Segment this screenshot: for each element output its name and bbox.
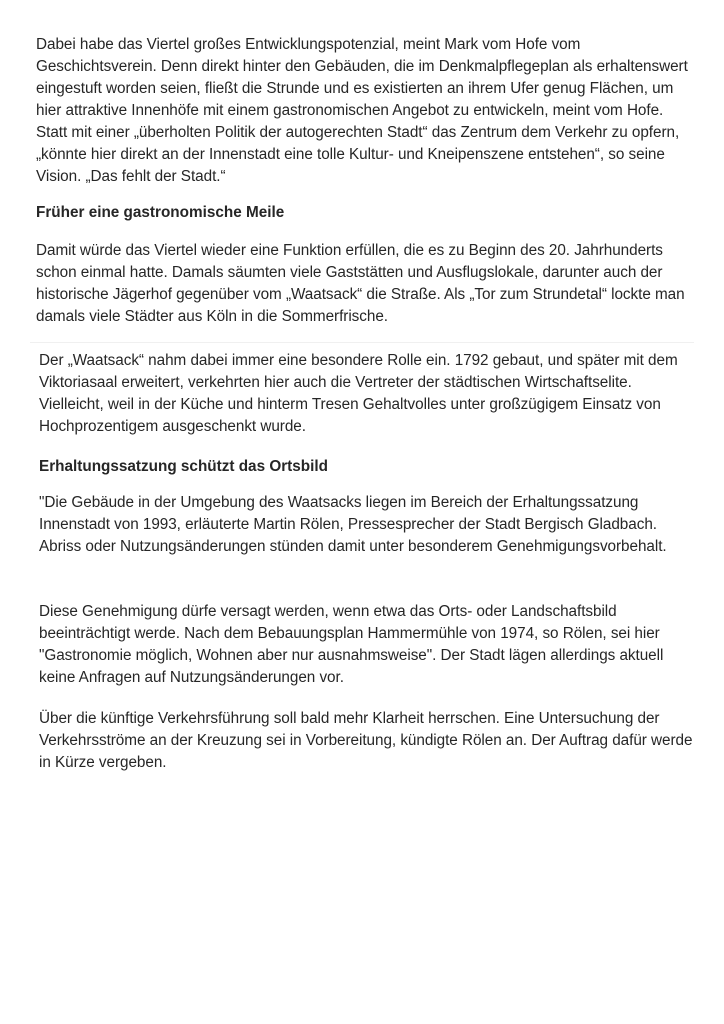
section-heading: Früher eine gastronomische Meile bbox=[36, 204, 285, 221]
paragraph-text: Der „Waatsack“ nahm dabei immer eine besondere Rolle ein. 1792 gebaut, und später mit dem Viktoriasaal erweitert, verkehrten hier auch die Vertreter der städtischen Wirtschaftselite. Vielleicht, weil in der Küche und hinterm Tresen Gehaltvolles unter großzügigem Einsatz von Hochprozentigem ausgeschenkt wurde. bbox=[39, 352, 678, 435]
article-paragraph bbox=[39, 601, 699, 689]
paragraph-text: Über die künftige Verkehrsführung soll bald mehr Klarheit herrschen. Eine Untersuchung der Verkehrsströme an der Kreuzung sei in Vorbereitung, kündigte Rölen an. Der Auftrag dafür werde in Kürze vergeben. bbox=[39, 710, 693, 771]
paragraph-text: Diese Genehmigung dürfe versagt werden, wenn etwa das Orts- oder Landschaftsbild beeinträchtigt werde. Nach dem Bebauungsplan Hammermühle von 1974, so Rölen, sei hier "Gastronomie möglich, Wohnen aber nur ausnahmsweise". Der Stadt lägen allerdings aktuell keine Anfragen auf Nutzungsänderungen vor. bbox=[39, 603, 664, 686]
article-paragraph bbox=[39, 708, 699, 774]
article-paragraph bbox=[39, 492, 699, 558]
divider bbox=[30, 342, 694, 343]
section-heading: Erhaltungssatzung schützt das Ortsbild bbox=[39, 458, 328, 475]
article-paragraph bbox=[39, 350, 699, 438]
paragraph-text: "Die Gebäude in der Umgebung des Waatsacks liegen im Bereich der Erhaltungssatzung Innenstadt von 1993, erläuterte Martin Rölen, Pressesprecher der Stadt Bergisch Gladbach. Abriss oder Nutzungsänderungen stünden damit unter besonderem Genehmigungsvorbehalt. bbox=[39, 494, 667, 555]
paragraph-text: Dabei habe das Viertel großes Entwicklungspotenzial, meint Mark vom Hofe vom Geschichtsverein. Denn direkt hinter den Gebäuden, die im Denkmalpflegeplan als erhaltenswert eingestuft worden seien, fließt die Strunde und es existierten an ihrem Ufer genug Flächen, um hier attraktive Innenhöfe mit einem gastronomischen Angebot zu entwickeln, meint vom Hofe. Statt mit einer „überholten Politik der autogerechten Stadt“ das Zentrum dem Verkehr zu opfern, „könnte hier direkt an der Innenstadt eine tolle Kultur- und Kneipenszene entstehen“, so seine Vision. „Das fehlt der Stadt.“ bbox=[36, 36, 688, 185]
article-paragraph bbox=[36, 240, 696, 328]
article-paragraph bbox=[36, 34, 696, 188]
paragraph-text: Damit würde das Viertel wieder eine Funktion erfüllen, die es zu Beginn des 20. Jahrhunderts schon einmal hatte. Damals säumten viele Gaststätten und Ausflugslokale, darunter auch der historische Jägerhof gegenüber vom „Waatsack“ die Straße. Als „Tor zum Strundetal“ lockte man damals viele Städter aus Köln in die Sommerfrische. bbox=[36, 242, 685, 325]
